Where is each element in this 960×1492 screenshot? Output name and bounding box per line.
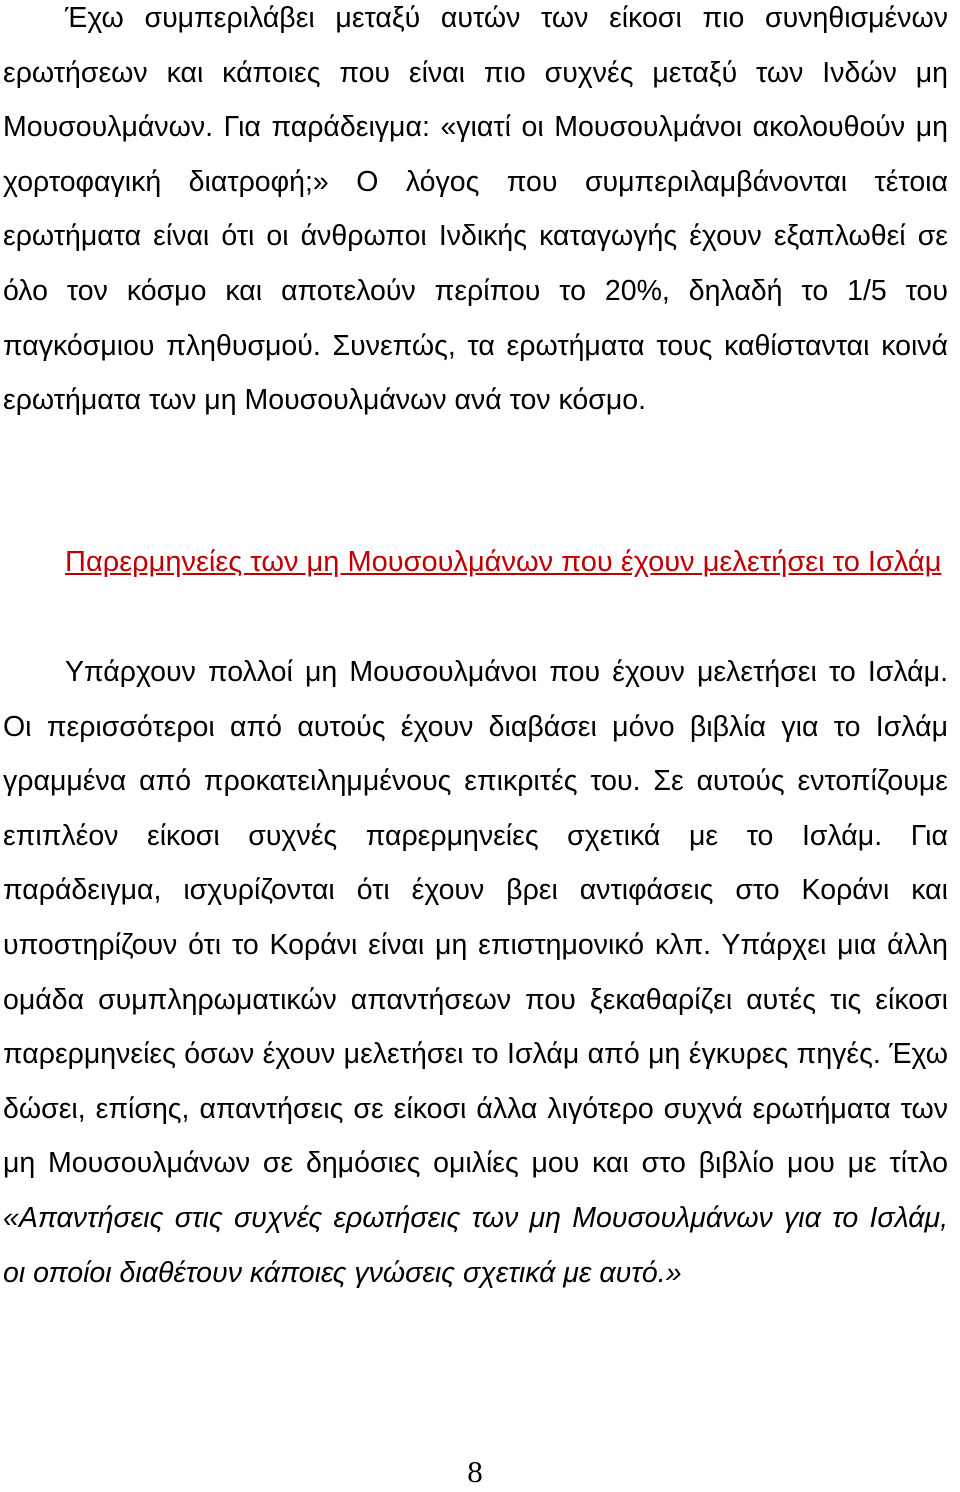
body-paragraph <box>3 645 948 1300</box>
body-paragraph-text: Υπάρχουν πολλοί μη Μουσουλμάνοι που έχουν μελετήσει το Ισλάμ. Οι περισσότεροι από αυτούς έχουν διαβάσει μόνο βιβλία για το Ισλάμ γραμμένα από προκατειλημμένους επικριτές του. Σε αυτούς εντοπίζουμε επιπλέον είκοσι συχνές παρερμηνείες σχετικά με το Ισλάμ. Για παράδειγμα, ισχυρίζονται ότι έχουν βρει αντιφάσεις στο Κοράνι και υποστηρίζουν ότι το Κοράνι είναι μη επιστημονικό κλπ. Υπάρχει μια άλλη ομάδα συμπληρωματικών απαντήσεων που ξεκαθαρίζει αυτές τις είκοσι παρερμηνείες όσων έχουν μελετήσει το Ισλάμ από μη έγκυρες πηγές. Έχω δώσει, επίσης, απαντήσεις σε είκοσι άλλα λιγότερο συχνά ερωτήματα των μη Μουσουλμάνων σε δημόσιες ομιλίες μου και στο βιβλίο μου με τίτλο <box>3 656 948 1180</box>
section-heading-text: Παρερμηνείες των μη Μουσουλμάνων που έχουν μελετήσει το Ισλάμ <box>65 546 942 578</box>
section-heading <box>3 535 948 590</box>
intro-paragraph <box>3 0 948 428</box>
book-title: «Απαντήσεις στις συχνές ερωτήσεις των μη Μουσουλμάνων για το Ισλάμ, οι οποίοι διαθέτουν κάποιες γνώσεις σχετικά με αυτό.» <box>3 1201 948 1289</box>
intro-paragraph-text: Έχω συμπεριλάβει μεταξύ αυτών των είκοσι πιο συνηθισμένων ερωτήσεων και κάποιες που είναι πιο συχνές μεταξύ των Ινδών μη Μουσουλμάνων. Για παράδειγμα: «γιατί οι Μουσουλμάνοι ακολουθούν μη χορτοφαγική διατροφή;» Ο λόγος που συμπεριλαμβάνονται τέτοια ερωτήματα είναι ότι οι άνθρωποι Ινδικής καταγωγής έχουν εξαπλωθεί σε όλο τον κόσμο και αποτελούν περίπου το 20%, δηλαδή το 1/5 του παγκόσμιου πληθυσμού. Συνεπώς, τα ερωτήματα τους καθίστανται κοινά ερωτήματα των μη Μουσουλμάνων ανά τον κόσμο. <box>3 2 948 417</box>
page-number: 8 <box>467 1454 483 1489</box>
